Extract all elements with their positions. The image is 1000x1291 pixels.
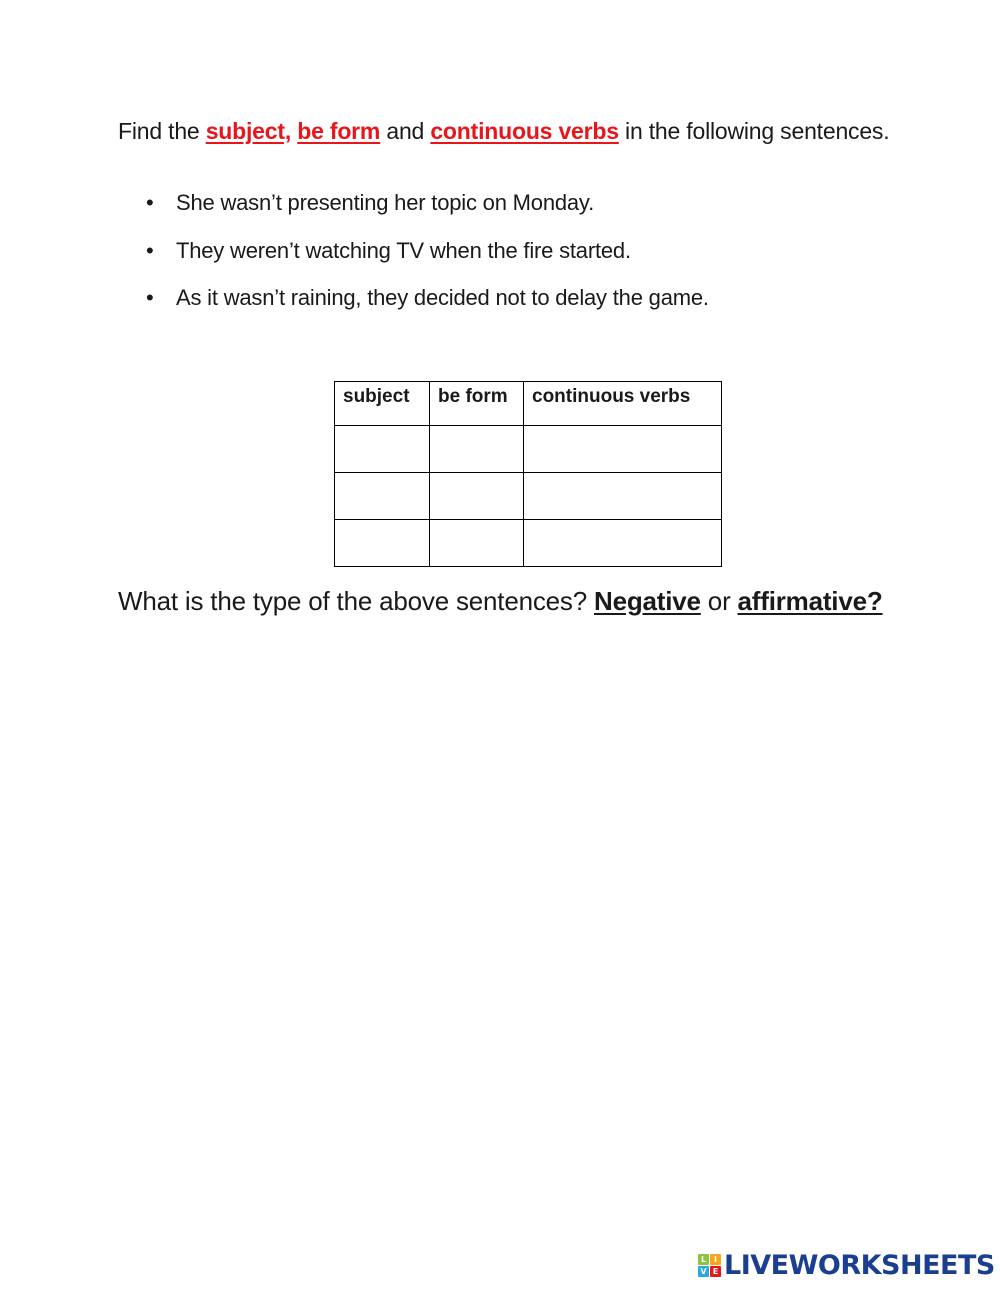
answer-cell-continuous-verbs[interactable] [524,473,722,520]
question-or: or [700,586,738,616]
logo-text: LIVEWORKSHEETS [724,1250,995,1281]
header-be-form: be form [430,382,524,426]
question-text [118,586,883,617]
logo-tiles-icon [698,1254,721,1277]
answer-cell-continuous-verbs[interactable] [524,426,722,473]
keyword-be-form: be form [297,118,381,144]
logo-tile: L [698,1254,709,1265]
instruction-prefix: Find the [118,118,206,144]
sentence-text: As it wasn’t raining, they decided not to delay the game. [176,285,709,310]
list-item [146,190,709,238]
answer-table [334,381,722,567]
bullet: • [146,285,154,310]
option-affirmative: affirmative? [737,586,883,616]
answer-cell-continuous-verbs[interactable] [524,520,722,567]
header-continuous-verbs: continuous verbs [524,382,722,426]
sentence-text: They weren’t watching TV when the fire started. [176,237,631,263]
sentence-list [146,190,709,333]
keyword-subject: subject, [205,118,292,144]
table-row [335,426,722,473]
logo-tile: I [710,1254,721,1265]
logo-tile: V [698,1266,709,1277]
answer-cell-be-form[interactable] [430,520,524,567]
answer-cell-subject[interactable] [335,473,430,520]
answer-cell-be-form[interactable] [430,426,524,473]
instruction-suffix: in the following sentences. [618,118,890,144]
bullet: • [146,237,154,263]
answer-cell-subject[interactable] [335,426,430,473]
answer-cell-subject[interactable] [335,520,430,567]
answer-cell-be-form[interactable] [430,473,524,520]
list-item [146,285,709,333]
table-row [335,520,722,567]
logo-tile: E [710,1266,721,1277]
list-item [146,238,709,286]
option-negative: Negative [594,586,701,616]
keyword-continuous-verbs: continuous verbs [430,118,619,144]
header-subject: subject [335,382,430,426]
sentence-text: She wasn’t presenting her topic on Monday. [176,190,595,215]
instruction-and: and [380,118,431,144]
table-header-row [335,382,722,426]
question-prompt: What is the type of the above sentences? [118,586,594,616]
liveworksheets-logo [698,1252,995,1279]
table-row [335,473,722,520]
instruction-text [118,118,889,145]
bullet: • [146,190,154,215]
